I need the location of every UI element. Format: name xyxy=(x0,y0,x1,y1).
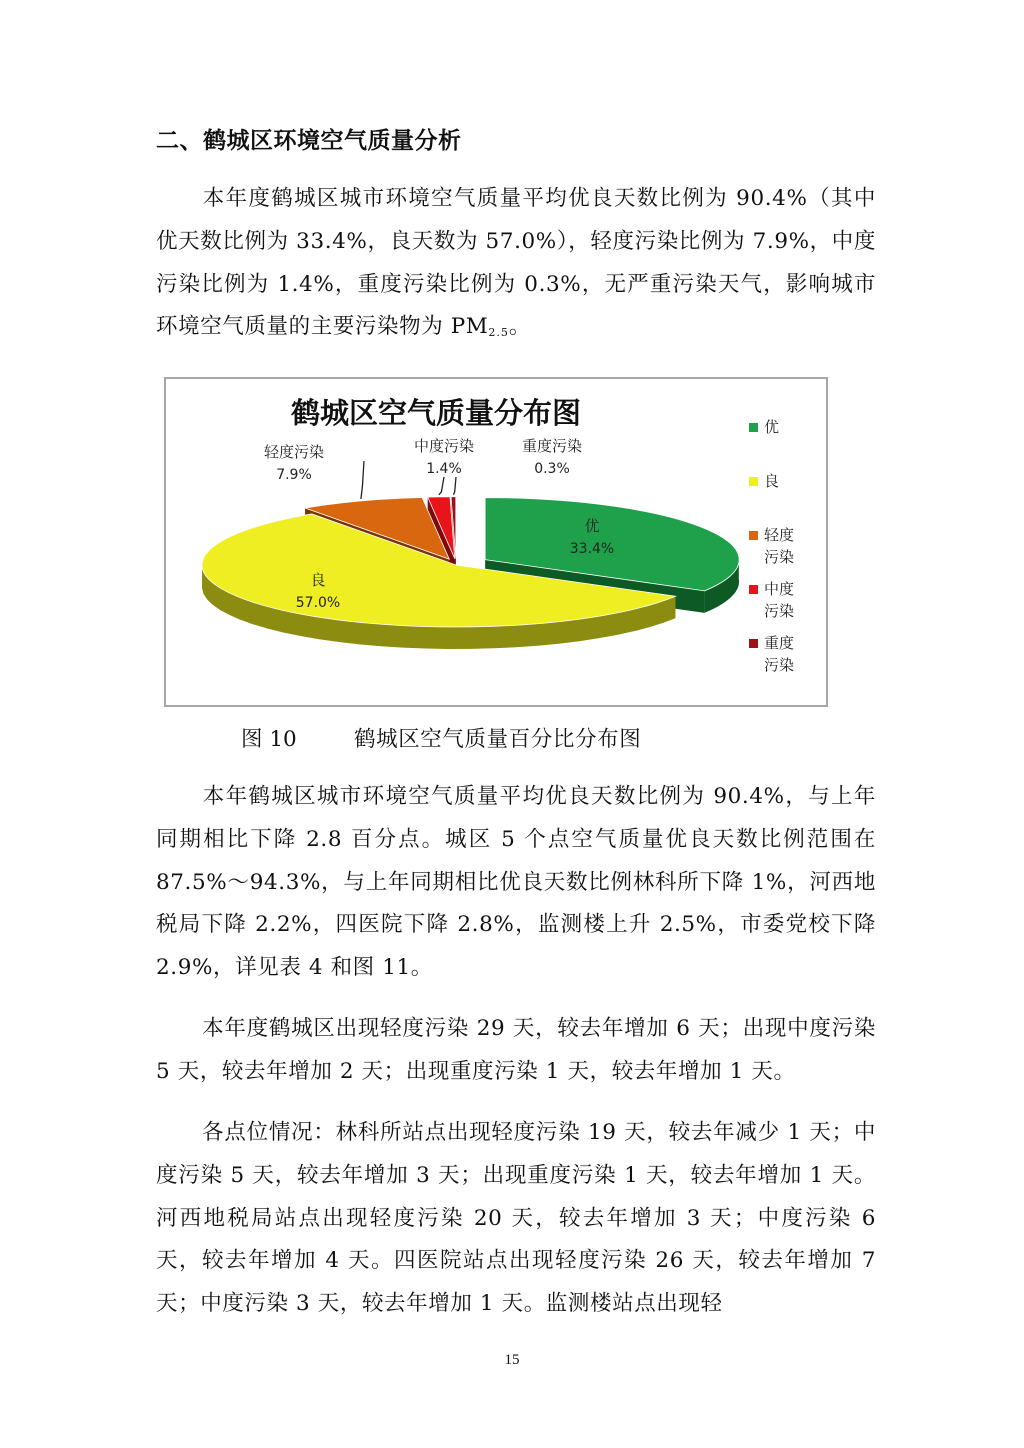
paragraph-2-text: 本年鹤城区城市环境空气质量平均优良天数比例为 90.4%，与上年同期相比下降 2.8 百分点。城区 5 个点空气质量优良天数比例范围在 87.5%～94.3%，与上年同期相比优良天数比例林科所下降 1%，河西地税局下降 2.2%，四医院下降 2.8%，监测楼上升 2.5%，市委党校下降 2.9%，详见表 4 和图 11。 xyxy=(156,784,876,981)
pie-layer xyxy=(202,497,739,649)
section-heading: 二、鹤城区环境空气质量分析 xyxy=(156,128,462,154)
legend-swatch-2 xyxy=(749,531,758,540)
slice-name-label: 轻度污染 xyxy=(263,443,325,461)
paragraph-yearly-comparison xyxy=(156,776,876,990)
legend-label-0: 优 xyxy=(764,418,780,436)
paragraph-3-text: 本年度鹤城区出现轻度污染 29 天，较去年增加 6 天；出现中度污染 5 天，较去年增加 2 天；出现重度污染 1 天，较去年增加 1 天。 xyxy=(156,1016,876,1084)
leader-line-4 xyxy=(453,477,456,495)
legend-label-2: 轻度 xyxy=(764,526,795,544)
legend-swatch-0 xyxy=(749,423,758,432)
paragraph-site-details xyxy=(156,1112,876,1326)
legend-swatch-4 xyxy=(749,639,758,648)
slice-value-label: 0.3% xyxy=(534,461,570,477)
pie-chart xyxy=(166,379,826,705)
legend-swatch-1 xyxy=(749,477,758,486)
legend-label-3-line2: 污染 xyxy=(764,602,795,620)
leader-line-2 xyxy=(361,461,364,499)
legend-label-1: 良 xyxy=(764,472,780,490)
legend-label-2-line2: 污染 xyxy=(764,548,795,566)
slice-value-label: 33.4% xyxy=(569,541,615,557)
legend-label-4-line2: 污染 xyxy=(764,656,795,674)
paragraph-pollution-days xyxy=(156,1008,876,1094)
leader-line-3 xyxy=(439,477,444,495)
legend-label-3: 中度 xyxy=(764,580,795,598)
legend-label-4: 重度 xyxy=(764,634,795,652)
figure-number: 图 10 xyxy=(241,727,297,752)
figure-caption: 鹤城区空气质量百分比分布图 xyxy=(354,727,642,752)
page-number: 15 xyxy=(504,1352,520,1368)
slice-value-label: 7.9% xyxy=(276,467,312,483)
chart-title: 鹤城区空气质量分布图 xyxy=(290,396,582,430)
pm-subscript: 2.5 xyxy=(488,326,509,340)
legend xyxy=(749,418,794,674)
slice-name-label: 良 xyxy=(310,571,326,589)
slice-name-label: 优 xyxy=(584,517,600,535)
paragraph-1-end: 。 xyxy=(508,314,532,340)
paragraph-air-quality-summary xyxy=(156,178,876,355)
pie-chart-frame xyxy=(164,377,828,707)
legend-swatch-3 xyxy=(749,585,758,594)
paragraph-4-text: 各点位情况：林科所站点出现轻度污染 19 天，较去年减少 1 天；中度污染 5 天，较去年增加 3 天；出现重度污染 1 天，较去年增加 1 天。河西地税局站点出现轻度污染 20 天，较去年增加 3 天；中度污染 6 天，较去年增加 4 天。四医院站点出现轻度污染 26 天，较去年增加 7 天；中度污染 3 天，较去年增加 1 天。监测楼站点出现轻 xyxy=(156,1120,876,1317)
paragraph-1-text: 本年度鹤城区城市环境空气质量平均优良天数比例为 90.4%（其中优天数比例为 33.4%，良天数为 57.0%），轻度污染比例为 7.9%，中度污染比例为 1.4%，重度污染比例为 0.3%，无严重污染天气，影响城市环境空气质量的主要污染物为 PM xyxy=(156,186,876,340)
slice-name-label: 中度污染 xyxy=(413,437,475,455)
slice-value-label: 1.4% xyxy=(426,461,462,477)
slice-name-label: 重度污染 xyxy=(521,437,583,455)
slice-value-label: 57.0% xyxy=(295,595,341,611)
